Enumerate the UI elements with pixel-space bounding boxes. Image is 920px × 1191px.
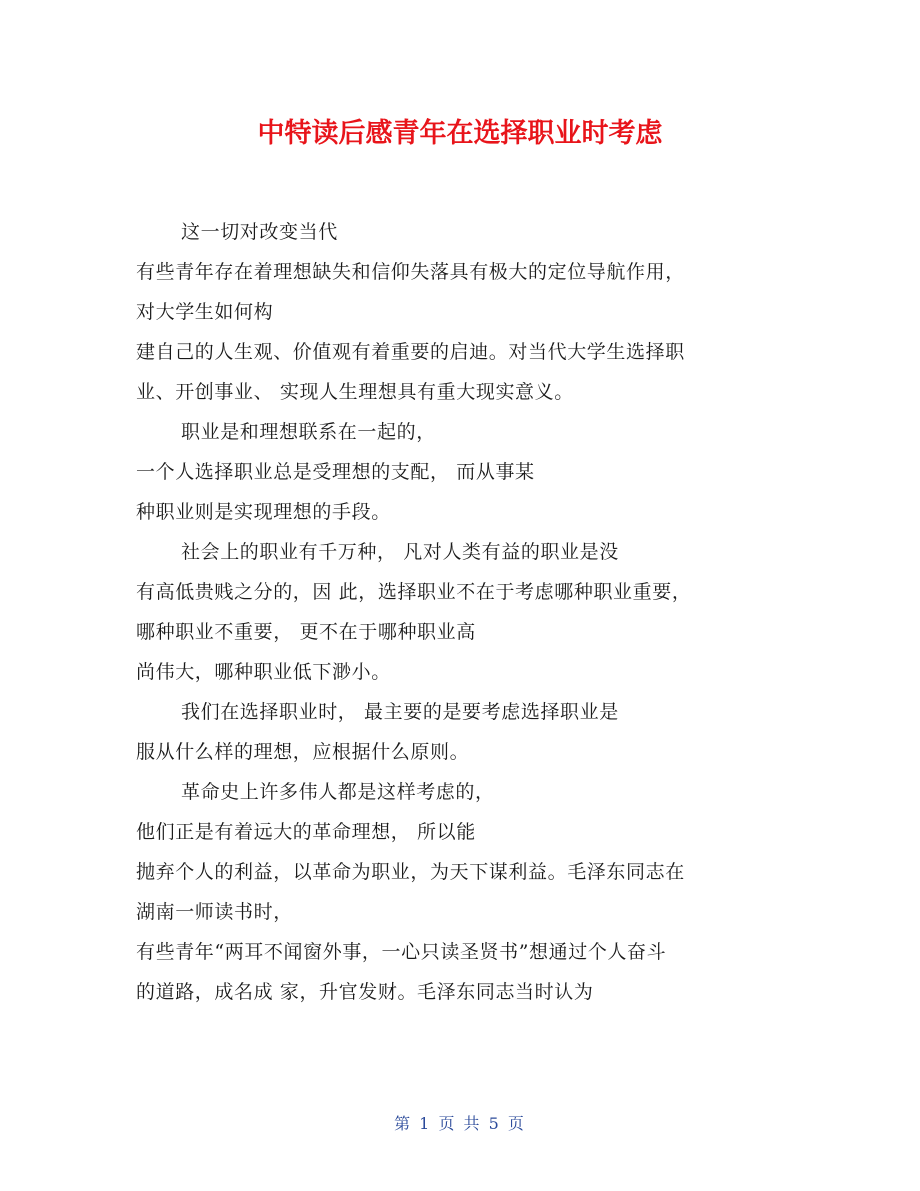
text-line: 业、开创事业、 实现人生理想具有重大现实意义。 [136,381,574,403]
text-line: 种职业则是实现理想的手段。 [136,501,391,523]
page-number-footer: 第 1 页 共 5 页 [394,1114,526,1133]
text-line: 的道路，成名成 家，升官发财。毛泽东同志当时认为 [136,981,594,1003]
text-line: 革命史上许多伟人都是这样考虑的， [181,781,495,803]
text-line: 职业是和理想联系在一起的， [181,421,436,443]
text-line: 有高低贵贱之分的，因 此，选择职业不在于考虑哪种职业重要， [136,581,692,603]
document-body [136,212,786,1012]
text-line: 湖南一师读书时， [136,901,293,923]
text-line: 对大学生如何构 [136,301,274,323]
text-line: 这一切对改变当代 [181,221,338,243]
text-line: 一个人选择职业总是受理想的支配， 而从事某 [136,461,535,483]
document-title: 中特读后感青年在选择职业时考虑 [257,118,663,149]
text-line: 社会上的职业有千万种， 凡对人类有益的职业是没 [181,541,619,563]
text-line: 抛弃个人的利益，以革命为职业，为天下谋利益。毛泽东同志在 [136,861,685,883]
text-line: 服从什么样的理想，应根据什么原则。 [136,741,470,763]
text-line: 他们正是有着远大的革命理想， 所以能 [136,821,476,843]
text-line: 有些青年存在着理想缺失和信仰失落具有极大的定位导航作用， [136,261,685,283]
text-line: 哪种职业不重要， 更不在于哪种职业高 [136,621,476,643]
text-line: 我们在选择职业时， 最主要的是要考虑选择职业是 [181,701,619,723]
text-line: 建自己的人生观、价值观有着重要的启迪。对当代大学生选择职 [136,341,685,363]
text-line: 尚伟大，哪种职业低下渺小。 [136,661,391,683]
text-line: 有些青年“两耳不闻窗外事，一心只读圣贤书”想通过个人奋斗 [136,941,667,963]
